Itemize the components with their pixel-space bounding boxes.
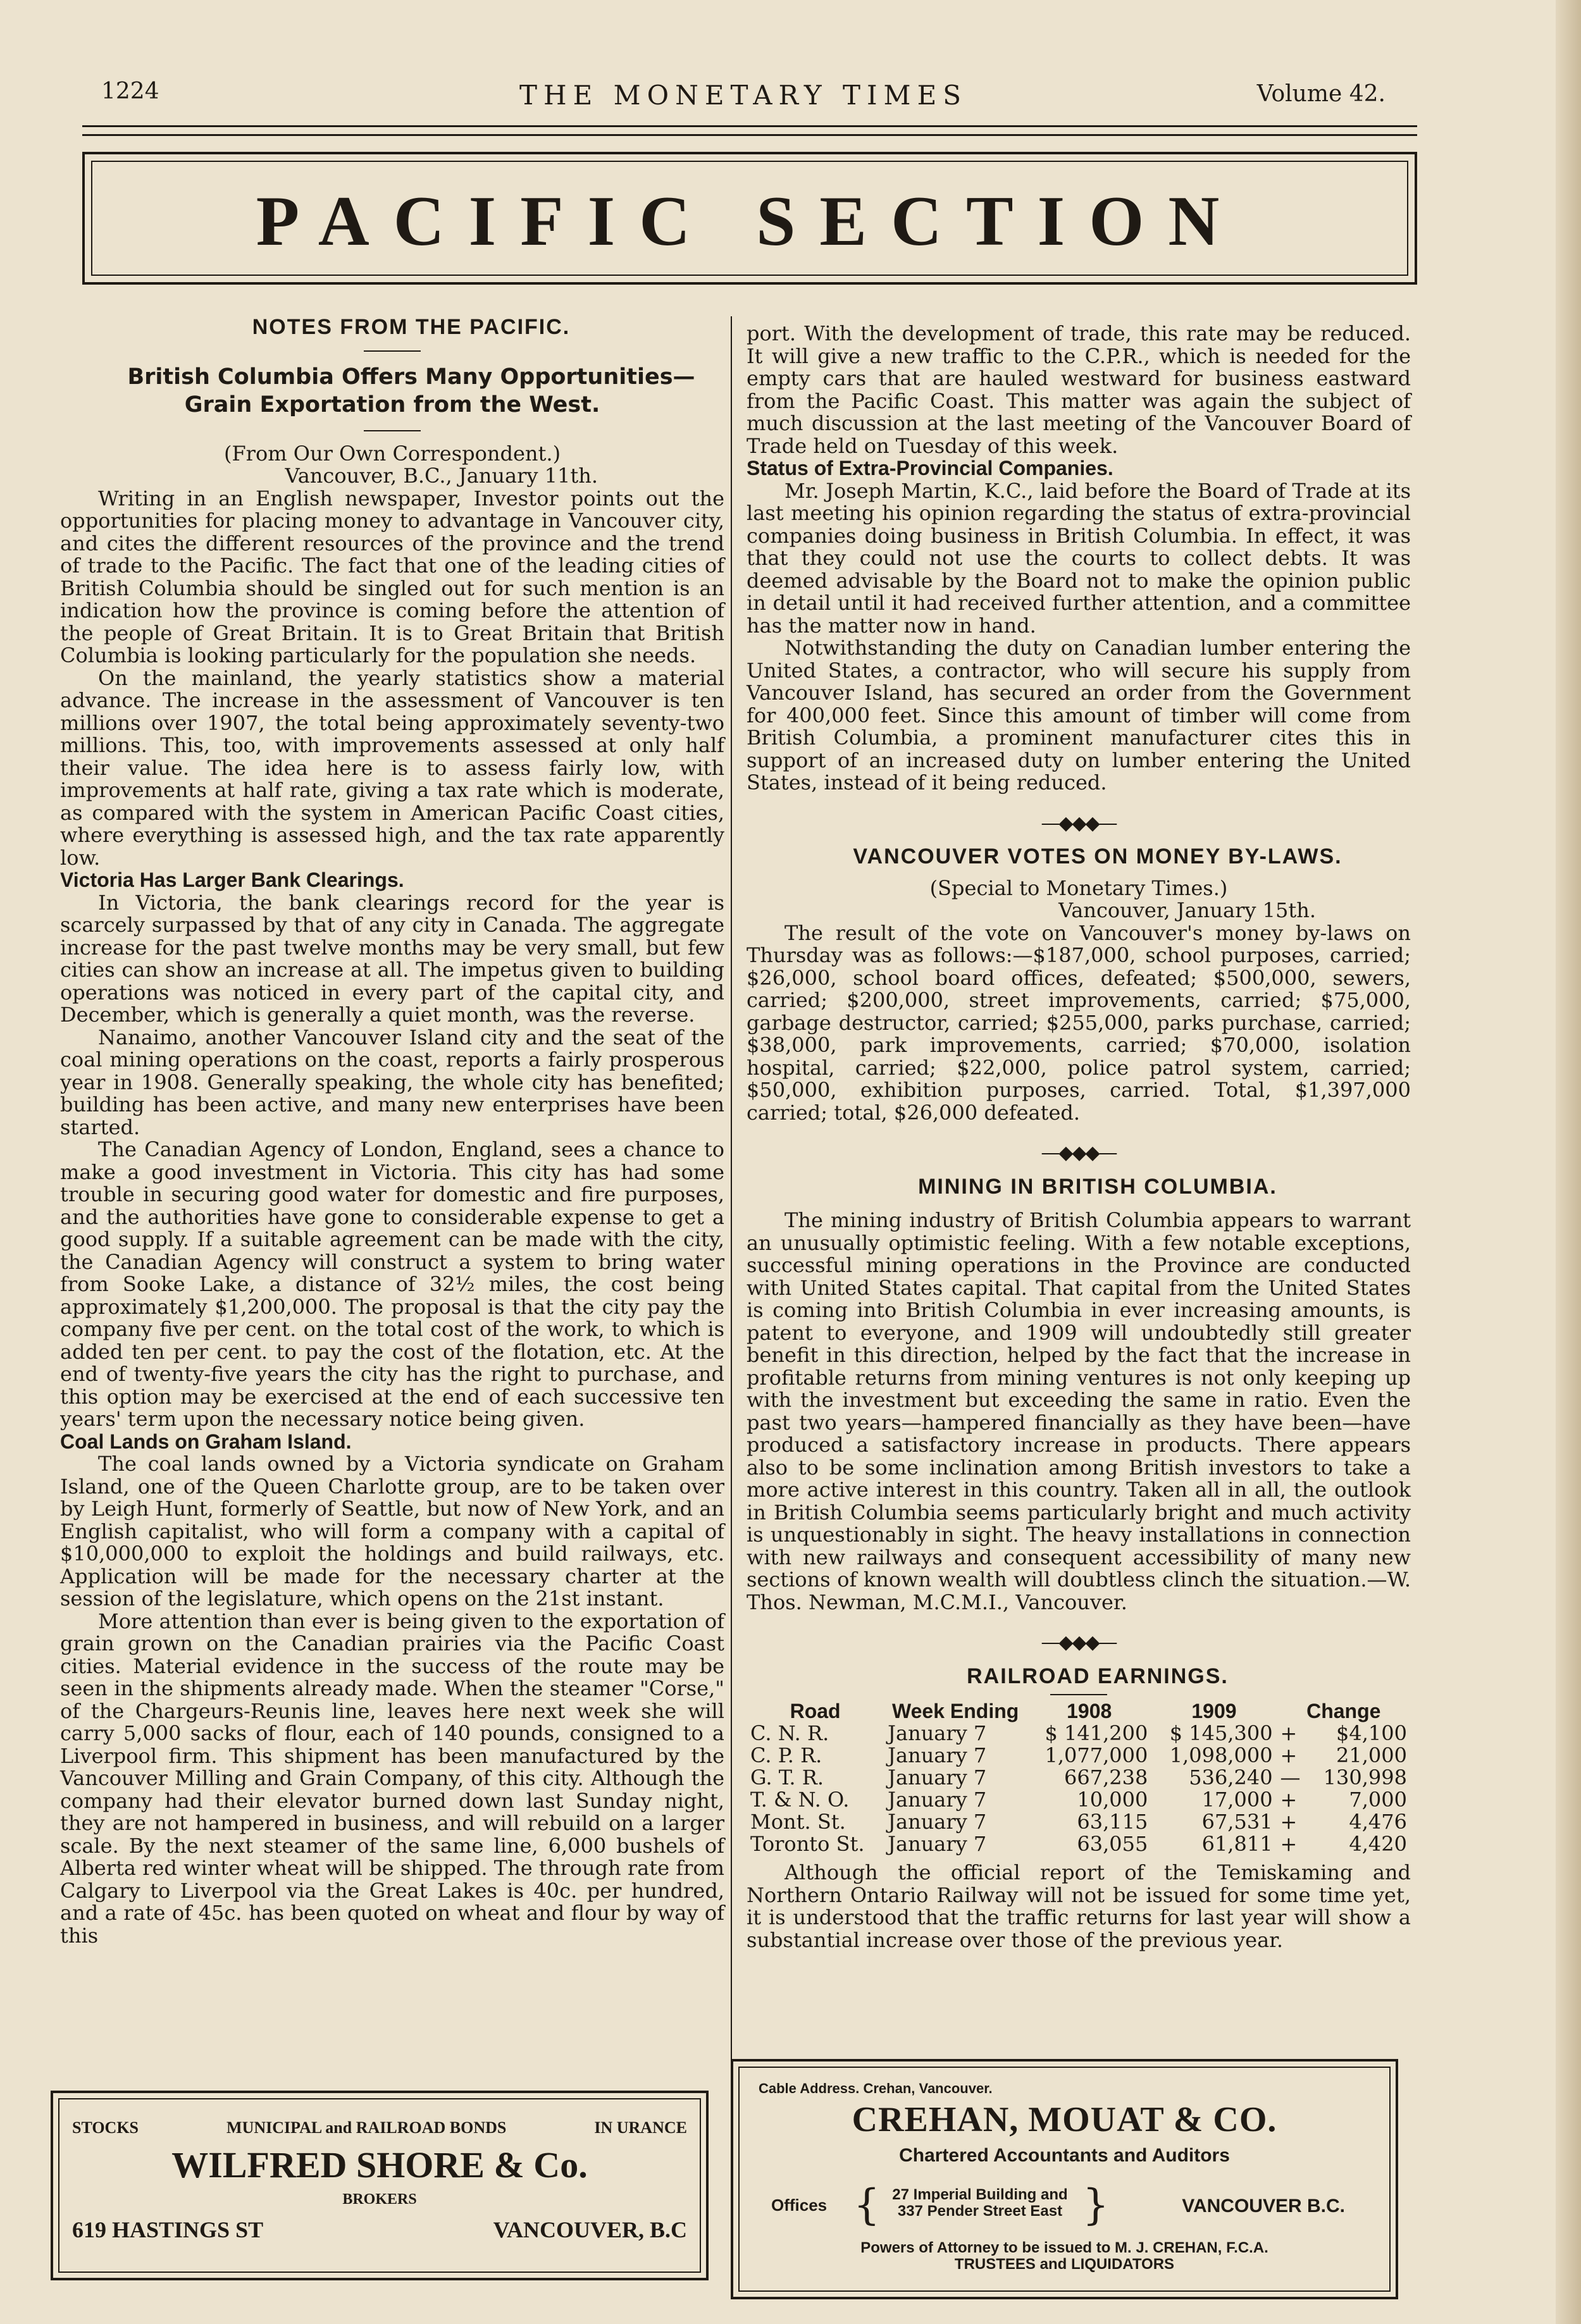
table-row [747, 1789, 1411, 1811]
cell-1908: 667,238 [1064, 1765, 1148, 1789]
cell-week: January 7 [888, 1743, 987, 1767]
paragraph: On the mainland, the yearly statistics show a material advance. The increase in the assessment of Vancouver is ten millions over 1907, the total being approximately seventy-two millions. This, too, with improvements assessed at only half their value. The idea here is to assess fairly low, with improvements at half rate, giving a tax rate which is moderate, as compared with the system in American Pacific Coast cities, where everything is assessed high, and the tax rate apparently low. [60, 665, 724, 870]
ad-offices-row [771, 2182, 1370, 2232]
ornament-divider: —◆◆◆— [1041, 1142, 1117, 1164]
paragraph: The coal lands owned by a Victoria syndicate on Graham Island, one of the Queen Charlotte group, are to be taken over by Leigh Hunt, formerly of Seattle, but now of New York, and an English capitalist, who will form a company with a capital of $10,000,000 to exploit the holdings and build railways, etc. Application will be made for the necessary charter at the session of the legislature, which opens on the 21st instant. [60, 1452, 724, 1610]
ad-city: VANCOUVER B.C. [1182, 2196, 1345, 2216]
ad-service-insurance: IN URANCE [594, 2118, 687, 2137]
votes-heading: VANCOUVER VOTES ON MONEY BY-LAWS. [853, 844, 1342, 868]
volume-label: Volume 42. [1256, 81, 1386, 107]
cell-road: C. N. R. [750, 1721, 829, 1745]
ad-office-addresses [882, 2187, 1078, 2220]
masthead: THE MONETARY TIMES [519, 80, 967, 111]
table-header-row [747, 1700, 1411, 1722]
page-edge-shadow [1556, 0, 1581, 2324]
cell-1908: 63,055 [1077, 1832, 1148, 1856]
left-brace-glyph: { [853, 2180, 880, 2229]
ad-firm-role: Chartered Accountants and Auditors [899, 2145, 1230, 2166]
column-header-change: Change [1306, 1700, 1381, 1722]
ad-brokers-label: BROKERS [342, 2191, 417, 2208]
railroad-earnings-table [747, 1700, 1411, 1855]
ad-street-address: 619 HASTINGS ST [72, 2217, 264, 2242]
cell-road: T. & N. O. [750, 1788, 850, 1812]
railroad-heading: RAILROAD EARNINGS. [967, 1664, 1229, 1688]
notes-subheading: British Columbia Offers Many Opportunities—Grain Exportation from the West. [127, 364, 695, 417]
cell-change: 4,476 [1349, 1810, 1407, 1834]
ad-crehan-mouat [731, 2059, 1398, 2299]
paragraph: Mr. Joseph Martin, K.C., laid before the Board of Trade at its last meeting his opinion regarding the status of extra-provincial companies doing business in British Columbia. In effect, it was that they could not use the courts to collect debts. It was deemed advisable by the Board not to make the opinion public in detail until it had received further attention, and a committee has the matter now in hand. [747, 478, 1411, 638]
cell-1909: 61,811 [1201, 1832, 1273, 1856]
ad-cable-address: Cable Address. Crehan, Vancouver. [759, 2080, 993, 2096]
ornament-divider: —◆◆◆— [1041, 1631, 1117, 1653]
paragraph-continued: port. With the development of trade, this rate may be reduced. It will give a new traffic to the C.P.R., which is needed for the empty cars that are hauled westward for business eastward from the Pacific Coast. This matter was again the subject of much discussion at the last meeting of the Vancouver Board of Trade held on Tuesday of this week. [747, 321, 1411, 458]
cell-1908: 10,000 [1077, 1788, 1148, 1812]
ad-address-line [72, 2216, 687, 2243]
cell-road: Mont. St. [750, 1810, 846, 1834]
header-rule-top [82, 125, 1417, 127]
votes-dateline: Vancouver, January 15th. [1058, 898, 1316, 922]
dateline: Vancouver, B.C., January 11th. [285, 464, 598, 488]
cell-1909: $ 145,300 [1169, 1721, 1273, 1745]
table-row [747, 1811, 1411, 1833]
subheading-rule [364, 430, 421, 431]
cell-road: G. T. R. [750, 1765, 824, 1789]
section-title: PACIFIC SECTION [256, 182, 1244, 261]
cell-1908: $ 141,200 [1045, 1721, 1148, 1745]
cell-week: January 7 [888, 1765, 987, 1789]
column-header-week-ending: Week Ending [891, 1700, 1019, 1722]
page-number: 1224 [101, 78, 159, 104]
table-row [747, 1767, 1411, 1789]
cell-road: C. P. R. [750, 1743, 822, 1767]
heading-rule [364, 350, 421, 352]
paragraph: The result of the vote on Vancouver's money by-laws on Thursday was as follows:—$187,000, school purposes, carried; $26,000, school board offices, defeated; $500,000, sewers, carried; $200,000, street improvements, carried; $75,000, garbage destructor, carried; $255,000, parks purchase, carried; $38,000, park improvements, carried; $70,000, isolation hospital, carried; $22,000, police patrol system, carried; $50,000, exhibition purposes, carried. Total, $1,397,000 carried; total, $26,000 defeated. [747, 920, 1411, 1125]
right-brace-glyph: } [1082, 2180, 1109, 2229]
ad-wilfred-shore [51, 2091, 709, 2280]
ad-powers-text: Powers of Attorney to be issued to M. J. CREHAN, F.C.A. [860, 2239, 1268, 2256]
cell-change: 4,420 [1349, 1832, 1407, 1856]
ad-firm-name: CREHAN, MOUAT & CO. [852, 2100, 1277, 2139]
paragraph: The Canadian Agency of London, England, sees a chance to make a good investment in Victoria. This city has had some trouble in securing good water for domestic and fire purposes, and the authorities have gone to considerable expense to get a good supply. If a suitable agreement can be made with the city, the Canadian Agency will construct a system to bring water from Sooke Lake, a distance of 32½ miles, the cost being approximately $1,200,000. The proposal is that the city pay the company five per cent. on the total cost of the work, to which is added ten per cent. to pay the cost of the flotation, etc. At the end of twenty-five years the city has the right to purchase, and this option may be exercised at the end of each successive ten years' term upon the necessary notice being given. [60, 1137, 724, 1431]
cell-week: January 7 [888, 1810, 987, 1834]
ad-service-bonds: MUNICIPAL and RAILROAD BONDS [226, 2118, 507, 2137]
column-header-1909: 1909 [1191, 1700, 1237, 1722]
cell-sign: — [1280, 1765, 1301, 1789]
cell-week: January 7 [888, 1788, 987, 1812]
heading-rule [1050, 1694, 1107, 1695]
ad-address-line-2: 337 Pender Street East [897, 2203, 1063, 2220]
cell-sign: + [1280, 1810, 1298, 1834]
paragraph: More attention than ever is being given to the exportation of grain grown on the Canadian prairies via the Pacific Coast cities. Material evidence in the success of the route may be seen in the shipments already made. When the steamer "Corse," of the Chargeurs-Reunis line, leaves here next week she will carry 5,000 sacks of flour, each of 140 pounds, consigned to a Liverpool firm. This shipment has been manufactured by the Vancouver Milling and Grain Company, of this city. Although the company had their elevator burned down last Sunday night, they are not hampered in business, and will rebuild on a larger scale. By the next steamer of the same line, 6,000 bushels of Alberta red winter wheat will be shipped. The through rate from Calgary to Liverpool via the Great Lakes is 40c. per hundred, and a rate of 45c. has been quoted on wheat and flour by way of this [60, 1609, 724, 1948]
cell-sign: + [1280, 1721, 1298, 1745]
running-head [101, 75, 1386, 119]
table-row [747, 1722, 1411, 1745]
cell-change: 7,000 [1349, 1788, 1407, 1812]
side-heading-status: Status of Extra-Provincial Companies. [747, 457, 1113, 479]
ad-trustees-text: TRUSTEES and LIQUIDATORS [954, 2256, 1175, 2273]
paragraph: The mining industry of British Columbia appears to warrant an unusually optimistic feeling. With a few notable exceptions, successful mining operations in the Province are conducted with United States capital. That capital from the United States is coming into British Columbia in ever increasing amounts, is patent to everyone, and 1909 will undoubtedly still greater benefit in this direction, helped by the fact that the increase in profitable returns from mining ventures is not only keeping up with the investment but exceeding the same in ratio. Even the past two years—hampered financially as they have been—have produced a satisfactory increase in products. There appears also to be some inclination among British investors to take a more active interest in this country. Taken all in all, the outlook in British Columbia seems particularly bright and much activity is unquestionably in sight. The heavy installations in connection with new railways and consequent accessibility of many new sections of known wealth will doubtless clinch the situation.—W. Thos. Newman, M.C.M.I., Vancouver. [747, 1208, 1411, 1614]
ad-firm-name: WILFRED SHORE & Co. [171, 2144, 588, 2185]
column-header-road: Road [790, 1700, 841, 1722]
paragraph: Although the official report of the Temiskaming and Northern Ontario Railway will not be issued for some time yet, it is understood that the traffic returns for last year will show a substantial increase over those of the previous year. [747, 1860, 1411, 1952]
side-heading-victoria: Victoria Has Larger Bank Clearings. [60, 868, 404, 891]
ornament-divider: —◆◆◆— [1041, 812, 1117, 834]
paragraph: Nanaimo, another Vancouver Island city and the seat of the coal mining operations on the coast, reports a fairly prosperous year in 1908. Generally speaking, the whole city has benefited; building has been active, and many new enterprises have been started. [60, 1025, 724, 1139]
table-row [747, 1745, 1411, 1767]
cell-1908: 1,077,000 [1045, 1743, 1148, 1767]
section-banner [82, 152, 1417, 285]
cell-1909: 67,531 [1201, 1810, 1273, 1834]
right-column [747, 323, 1411, 2037]
left-column [60, 316, 724, 2062]
paragraph: In Victoria, the bank clearings record for the year is scarcely surpassed by that of any city in Canada. The aggregate increase for the past twelve months may be very small, but few cities can show an increase at all. The impetus given to building operations was noticed in every part of the capital city, and December, which is generally a quiet month, was the reverse. [60, 890, 724, 1027]
cell-sign: + [1280, 1832, 1298, 1856]
cell-1909: 1,098,000 [1169, 1743, 1273, 1767]
ad-offices-label: Offices [771, 2196, 828, 2215]
paragraph: Notwithstanding the duty on Canadian lumber entering the United States, a contractor, who will secure his supply from Vancouver Island, has secured an order from the Government for 400,000 feet. Since this amount of timber will come from British Columbia, a prominent manufacturer cites this in support of an increased duty on lumber entering the United States, instead of it being reduced. [747, 636, 1411, 794]
votes-byline: (Special to Monetary Times.) [929, 875, 1228, 900]
side-heading-coal: Coal Lands on Graham Island. [60, 1430, 352, 1453]
ad-address-line-1: 27 Imperial Building and [892, 2186, 1068, 2203]
cell-change: 130,998 [1323, 1765, 1407, 1789]
cell-week: January 7 [888, 1721, 987, 1745]
mining-heading: MINING IN BRITISH COLUMBIA. [918, 1174, 1277, 1199]
cell-1908: 63,115 [1077, 1810, 1148, 1834]
header-rule-bottom [82, 134, 1417, 136]
cell-sign: + [1280, 1743, 1298, 1767]
cell-1909: 17,000 [1201, 1788, 1273, 1812]
ad-city: VANCOUVER, B.C [493, 2217, 687, 2242]
column-divider [731, 316, 732, 2062]
cell-1909: 536,240 [1189, 1765, 1273, 1789]
byline: (From Our Own Correspondent.) [223, 441, 561, 466]
notes-heading: NOTES FROM THE PACIFIC. [252, 315, 571, 339]
paragraph: Writing in an English newspaper, Investor points out the opportunities for placing money to advantage in Vancouver city, and cites the different resources of the province and the trend of trade to the Pacific. The fact that one of the leading cities of British Columbia should be singled out for such mention is an indication how the province is coming before the attention of the people of Great Britain. It is to Great Britain that British Columbia is looking particularly for the population she needs. [60, 486, 724, 667]
cell-road: Toronto St. [750, 1832, 865, 1856]
table-row [747, 1833, 1411, 1855]
cell-change: 21,000 [1336, 1743, 1407, 1767]
ad-service-stocks: STOCKS [72, 2118, 139, 2137]
cell-sign: + [1280, 1788, 1298, 1812]
cell-week: January 7 [888, 1832, 987, 1856]
cell-change: $4,100 [1336, 1721, 1407, 1745]
column-header-1908: 1908 [1067, 1700, 1112, 1722]
ad-powers-line [733, 2240, 1396, 2273]
ad-services-line [72, 2118, 687, 2137]
